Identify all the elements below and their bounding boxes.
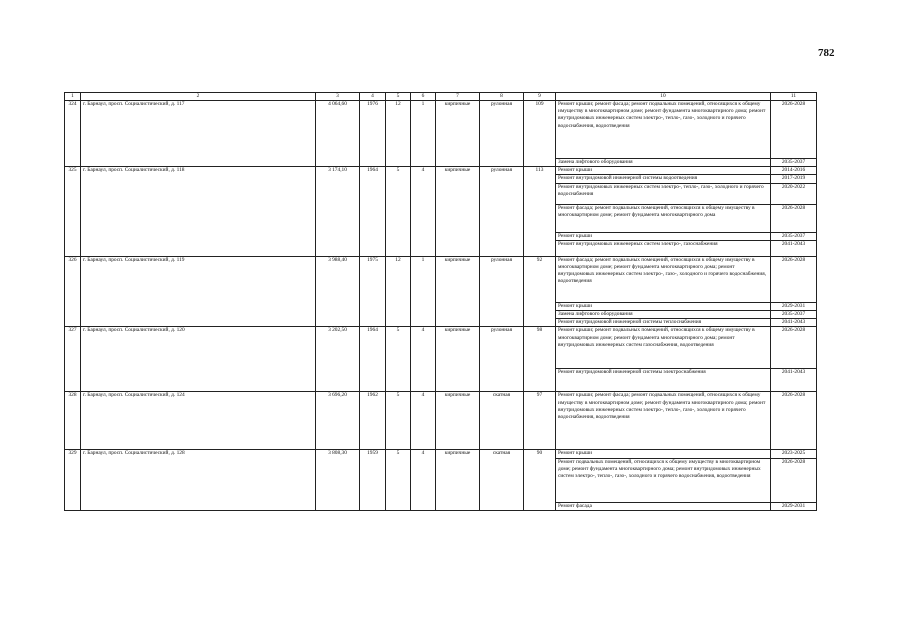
roof-type-cell: рулонная bbox=[480, 101, 524, 167]
area-cell: 3 696,20 bbox=[316, 392, 360, 450]
wear-cell: 113 bbox=[524, 167, 556, 257]
wall-material-cell: кирпичные bbox=[436, 392, 480, 450]
wall-material-cell: кирпичные bbox=[436, 101, 480, 167]
work-period: 2014-2016 bbox=[771, 167, 817, 175]
work-period: 2026-2028 bbox=[771, 204, 817, 232]
work-period: 2026-2028 bbox=[771, 327, 817, 369]
wear-cell: 109 bbox=[524, 101, 556, 167]
building-row bbox=[65, 327, 817, 369]
entrances-cell: 1 bbox=[411, 256, 436, 327]
work-period: 2035-2037 bbox=[771, 159, 817, 167]
floors-cell: 12 bbox=[386, 256, 411, 327]
area-cell: 3 202,50 bbox=[316, 327, 360, 392]
row-number: 329 bbox=[65, 450, 81, 510]
work-period: 2017-2019 bbox=[771, 175, 817, 183]
floors-cell: 5 bbox=[386, 167, 411, 257]
area-cell: 3 808,30 bbox=[316, 450, 360, 510]
building-row bbox=[65, 101, 817, 159]
work-description: Замена лифтового оборудования bbox=[556, 159, 771, 167]
row-number: 327 bbox=[65, 327, 81, 392]
work-description: Ремонт внутридомовых инженерных систем электро-, тепло-, газо-, холодного и горячего водоснабжения bbox=[556, 183, 771, 204]
work-period: 2026-2028 bbox=[771, 256, 817, 302]
work-period: 2026-2028 bbox=[771, 392, 817, 450]
wall-material-cell: кирпичные bbox=[436, 327, 480, 392]
header-cell: 3 bbox=[316, 93, 360, 101]
floors-cell: 12 bbox=[386, 101, 411, 167]
header-cell: 4 bbox=[360, 93, 386, 101]
table-body bbox=[65, 93, 817, 511]
floors-cell: 5 bbox=[386, 450, 411, 510]
floors-cell: 5 bbox=[386, 392, 411, 450]
work-description: Ремонт крыши bbox=[556, 450, 771, 458]
entrances-cell: 4 bbox=[411, 450, 436, 510]
work-description: Ремонт фасада; ремонт подвальных помещений, относящихся к общему имуществу в многоквартирном доме; ремонт фундамента многоквартирного дома; ремонт внутридомовых инженерных систем электро-, газо-, холодного и горячего водоснабжения, водоотведения bbox=[556, 256, 771, 302]
roof-type-cell: рулонная bbox=[480, 256, 524, 327]
work-description: Ремонт внутридомовых инженерных систем электро-, газоснабжения bbox=[556, 240, 771, 256]
address-cell: г. Барнаул, просп. Социалистический, д. 124 bbox=[81, 392, 316, 450]
work-description: Ремонт крыши bbox=[556, 232, 771, 240]
header-cell: 2 bbox=[81, 93, 316, 101]
work-description: Ремонт внутридомовой инженерной системы водоотведения bbox=[556, 175, 771, 183]
header-cell: 7 bbox=[436, 93, 480, 101]
floors-cell: 5 bbox=[386, 327, 411, 392]
year-cell: 1975 bbox=[360, 256, 386, 327]
building-row bbox=[65, 392, 817, 450]
wear-cell: 90 bbox=[524, 450, 556, 510]
wear-cell: 98 bbox=[524, 327, 556, 392]
roof-type-cell: рулонная bbox=[480, 327, 524, 392]
area-cell: 3 174,10 bbox=[316, 167, 360, 257]
work-period: 2035-2037 bbox=[771, 311, 817, 319]
work-description: Ремонт крыши bbox=[556, 302, 771, 310]
header-row bbox=[65, 93, 817, 101]
year-cell: 1964 bbox=[360, 327, 386, 392]
address-cell: г. Барнаул, просп. Социалистический, д. 128 bbox=[81, 450, 316, 510]
address-cell: г. Барнаул, просп. Социалистический, д. 119 bbox=[81, 256, 316, 327]
year-cell: 1962 bbox=[360, 392, 386, 450]
header-cell: 11 bbox=[771, 93, 817, 101]
work-period: 2041-2043 bbox=[771, 369, 817, 392]
work-period: 2020-2022 bbox=[771, 183, 817, 204]
work-description: Ремонт внутридомовой инженерной системы теплоснабжения bbox=[556, 319, 771, 327]
roof-type-cell: скатная bbox=[480, 392, 524, 450]
repair-schedule-table bbox=[64, 92, 817, 511]
address-cell: г. Барнаул, просп. Социалистический, д. 118 bbox=[81, 167, 316, 257]
work-description: Ремонт крыши; ремонт подвальных помещений, относящихся к общему имуществу в многоквартирном доме; ремонт фундамента многоквартирного дома; ремонт внутридомовых инженерных систем газоснабжения, водоотведения bbox=[556, 327, 771, 369]
work-period: 2023-2025 bbox=[771, 450, 817, 458]
work-period: 2029-2031 bbox=[771, 302, 817, 310]
entrances-cell: 4 bbox=[411, 392, 436, 450]
work-description: Ремонт крыши; ремонт фасада; ремонт подвальных помещений, относящихся к общему имуществу в многоквартирном доме; ремонт фундамента многоквартирного дома; ремонт внутридомовых инженерных систем электро-, тепло-, газо-, холодного и горячего водоснабжения, водоотведения bbox=[556, 101, 771, 159]
header-cell: 5 bbox=[386, 93, 411, 101]
work-period: 2035-2037 bbox=[771, 232, 817, 240]
work-period: 2026-2028 bbox=[771, 101, 817, 159]
header-cell: 8 bbox=[480, 93, 524, 101]
year-cell: 1959 bbox=[360, 450, 386, 510]
year-cell: 1976 bbox=[360, 101, 386, 167]
area-cell: 3 988,40 bbox=[316, 256, 360, 327]
page-number: 782 bbox=[818, 47, 835, 59]
year-cell: 1964 bbox=[360, 167, 386, 257]
address-cell: г. Барнаул, просп. Социалистический, д. 120 bbox=[81, 327, 316, 392]
wall-material-cell: кирпичные bbox=[436, 450, 480, 510]
header-cell: 1 bbox=[65, 93, 81, 101]
work-description: Ремонт крыши bbox=[556, 167, 771, 175]
header-cell: 10 bbox=[556, 93, 771, 101]
roof-type-cell: скатная bbox=[480, 450, 524, 510]
work-description: Замена лифтового оборудования bbox=[556, 311, 771, 319]
wall-material-cell: кирпичные bbox=[436, 256, 480, 327]
work-period: 2029-2031 bbox=[771, 502, 817, 510]
entrances-cell: 4 bbox=[411, 327, 436, 392]
work-description: Ремонт внутридомовой инженерной системы электроснабжения bbox=[556, 369, 771, 392]
building-row bbox=[65, 450, 817, 458]
wear-cell: 92 bbox=[524, 256, 556, 327]
row-number: 328 bbox=[65, 392, 81, 450]
header-cell: 6 bbox=[411, 93, 436, 101]
entrances-cell: 1 bbox=[411, 101, 436, 167]
row-number: 324 bbox=[65, 101, 81, 167]
wall-material-cell: кирпичные bbox=[436, 167, 480, 257]
work-period: 2026-2028 bbox=[771, 458, 817, 502]
work-description: Ремонт крыши; ремонт фасада; ремонт подвальных помещений, относящихся к общему имуществу в многоквартирном доме; ремонт фундамента многоквартирного дома; ремонт внутридомовых инженерных систем электро-, тепло-, газо-, холодного и горячего водоснабжения, водоотведения bbox=[556, 392, 771, 450]
wear-cell: 97 bbox=[524, 392, 556, 450]
header-cell: 9 bbox=[524, 93, 556, 101]
building-row bbox=[65, 256, 817, 302]
work-period: 2041-2043 bbox=[771, 240, 817, 256]
roof-type-cell: рулонная bbox=[480, 167, 524, 257]
address-cell: г. Барнаул, просп. Социалистический, д. 117 bbox=[81, 101, 316, 167]
entrances-cell: 4 bbox=[411, 167, 436, 257]
work-period: 2041-2043 bbox=[771, 319, 817, 327]
work-description: Ремонт подвальных помещений, относящихся к общему имуществу в многоквартирном доме; ремонт фундамента многоквартирного дома; ремонт внутридомовых инженерных систем электро-, тепло-, газо-, холодного и горячего водоснабжения, водоотведения bbox=[556, 458, 771, 502]
work-description: Ремонт фасада; ремонт подвальных помещений, относящихся к общему имуществу в многоквартирном доме; ремонт фундамента многоквартирного дома bbox=[556, 204, 771, 232]
building-row bbox=[65, 167, 817, 175]
work-description: Ремонт фасада bbox=[556, 502, 771, 510]
area-cell: 4 064,60 bbox=[316, 101, 360, 167]
row-number: 326 bbox=[65, 256, 81, 327]
row-number: 325 bbox=[65, 167, 81, 257]
